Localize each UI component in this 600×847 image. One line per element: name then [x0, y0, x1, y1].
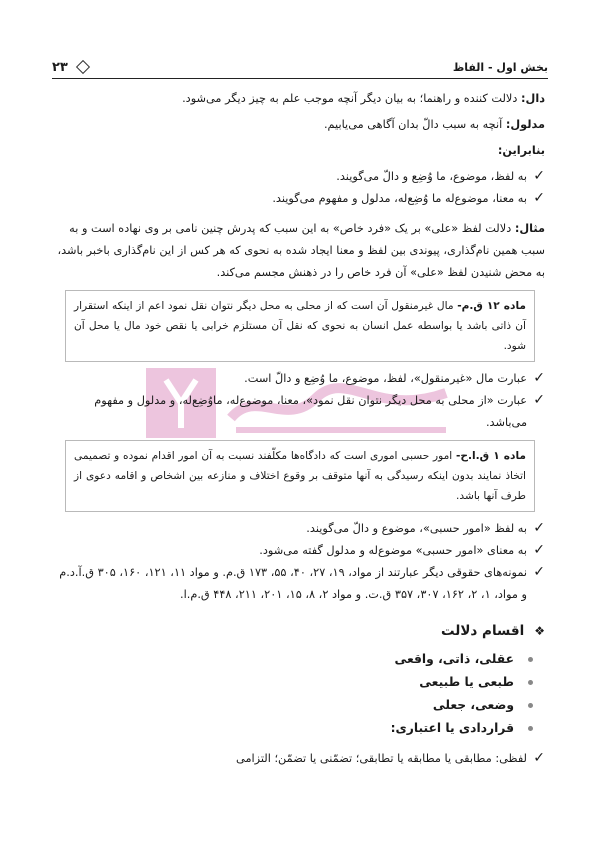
- example-paragraph: [55, 218, 545, 284]
- check-text: به معنا، موضوع‌له ما وُضِع‌له، مدلول و مفهوم می‌گویند.: [272, 192, 527, 205]
- check-text: عبارت مال «غیرمنقول»، لفظ، موضوع، ما وُضِع و دالّ است.: [244, 372, 527, 385]
- dal-text: دلالت کننده و راهنما؛ به بیان دیگر آنچه موجب علم به چیز دیگر می‌شود.: [182, 92, 521, 105]
- madlul-text: آنچه به سبب دالّ بدان آگاهی می‌یابیم.: [323, 118, 506, 131]
- article-term: ماده ۱ ق.ا.ح-: [455, 450, 526, 462]
- bullet-item: [55, 648, 545, 671]
- bullet-item: [55, 694, 545, 717]
- bullet-icon: [528, 680, 533, 685]
- checkmark-icon: ✓: [533, 564, 545, 580]
- section-title: بخش اول - الفاظ: [452, 60, 548, 74]
- article-text: امور حسبی اموری است که دادگاه‌ها مکلّفند نسبت به آن امور اقدام نموده و تصمیمی اتخاذ نمایند بدون اینکه رسیدگی به آنها متوقف بر وقوع اختلاف و منازعه بین اشخاص و اقامه دعوی از طرف آنها باشد.: [74, 450, 526, 502]
- checkmark-icon: ✓: [533, 542, 545, 558]
- bullet-item: [55, 671, 545, 694]
- article-text: مال غیرمنقول آن است که از محلی به محل دیگر نتوان نقل نمود اعم از اینکه استقرار آن ذاتی باشد یا بواسطه عمل انسان به نحوی که نقل آن مستلزم خرابی یا نقص خود مال یا محل آن شود.: [74, 300, 526, 352]
- page-number: ۲۳: [52, 59, 68, 75]
- bullet-text: وضعی، جعلی: [432, 698, 514, 712]
- therefore-label: بنابراین:: [497, 144, 545, 157]
- checkmark-icon: ✓: [533, 190, 545, 206]
- checkmark-icon: ✓: [533, 370, 545, 386]
- dal-term: دال:: [521, 92, 545, 105]
- bullet-icon: [528, 726, 533, 731]
- check-item: [55, 748, 545, 770]
- page-header: [52, 56, 548, 79]
- article-box-12: [65, 290, 535, 362]
- check-item: [55, 368, 545, 390]
- madlul-term: مدلول:: [505, 118, 545, 131]
- article-box-1: [65, 440, 535, 512]
- bullet-text: عقلی، ذاتی، واقعی: [394, 652, 514, 666]
- checkmark-icon: ✓: [533, 392, 545, 408]
- example-text: دلالت لفظ «علی» بر یک «فرد خاص» به این سبب که پدرش چنین نامی بر وی نهاده است و به سبب همین نام‌گذاری، پیوندی بین لفظ و معنا ایجاد شده به نحوی که هر کس از این نام‌گذاری باخبر باشد، به محض شنیدن لفظ «علی» آن فرد خاص را در ذهنش مجسم می‌کند.: [57, 222, 545, 279]
- check-item: [55, 518, 545, 540]
- check-text: به لفظ، موضوع، ما وُضِع و دالّ می‌گویند.: [336, 170, 527, 183]
- checkmark-icon: ✓: [533, 750, 545, 766]
- bullet-icon: [528, 657, 533, 662]
- article-term: ماده ۱۲ ق.م-: [457, 300, 526, 312]
- bullet-icon: [528, 703, 533, 708]
- bullet-item: [55, 717, 545, 740]
- check-text: عبارت «از محلی به محل دیگر نتوان نقل نمود»، معنا، موضوع‌له، ماوُضِع‌له، و مدلول و مفهوم می‌باشد.: [94, 394, 527, 429]
- bullet-text: طبعی یا طبیعی: [419, 675, 514, 689]
- ornament-icon: ❖: [534, 624, 545, 638]
- check-text: به لفظ «امور حسبی»، موضوع و دالّ می‌گویند.: [306, 522, 527, 535]
- check-text: نمونه‌های حقوقی دیگر عبارتند از مواد، ۱۹، ۲۷، ۴۰، ۵۵، ۱۷۳ ق.م. و مواد ۱۱، ۱۲۱، ۱۶۰، ۳۰۵ ق.آ.د.م و مواد، ۱، ۲، ۱۶۲، ۳۰۷، ۳۵۷ ق.ت. و مواد ۲، ۸، ۱۵، ۲۰۱، ۲۱۱، ۴۴۸ ق.م.ا.: [59, 566, 527, 601]
- diamond-icon: [76, 60, 90, 74]
- check-text: به معنای «امور حسبی» موضوع‌له و مدلول گفته می‌شود.: [259, 544, 527, 557]
- definition-madlul: [55, 114, 545, 136]
- check-text: لفظی: مطابقی یا مطابقه یا تطابقی؛ تضمّنی یا تضمّن؛ التزامی: [236, 752, 527, 765]
- definition-dal: [55, 88, 545, 110]
- bullet-text: قراردادی یا اعتباری:: [390, 721, 514, 735]
- check-item: [55, 540, 545, 562]
- check-item: [55, 562, 545, 606]
- page-content: [55, 88, 545, 770]
- check-item: [55, 166, 545, 188]
- checkmark-icon: ✓: [533, 168, 545, 184]
- check-item: [55, 390, 545, 434]
- section-heading-text: اقسام دلالت: [441, 623, 525, 639]
- section-heading: [55, 620, 545, 642]
- check-item: [55, 188, 545, 210]
- page-number-group: [52, 60, 88, 75]
- checkmark-icon: ✓: [533, 520, 545, 536]
- example-term: مثال:: [514, 222, 545, 235]
